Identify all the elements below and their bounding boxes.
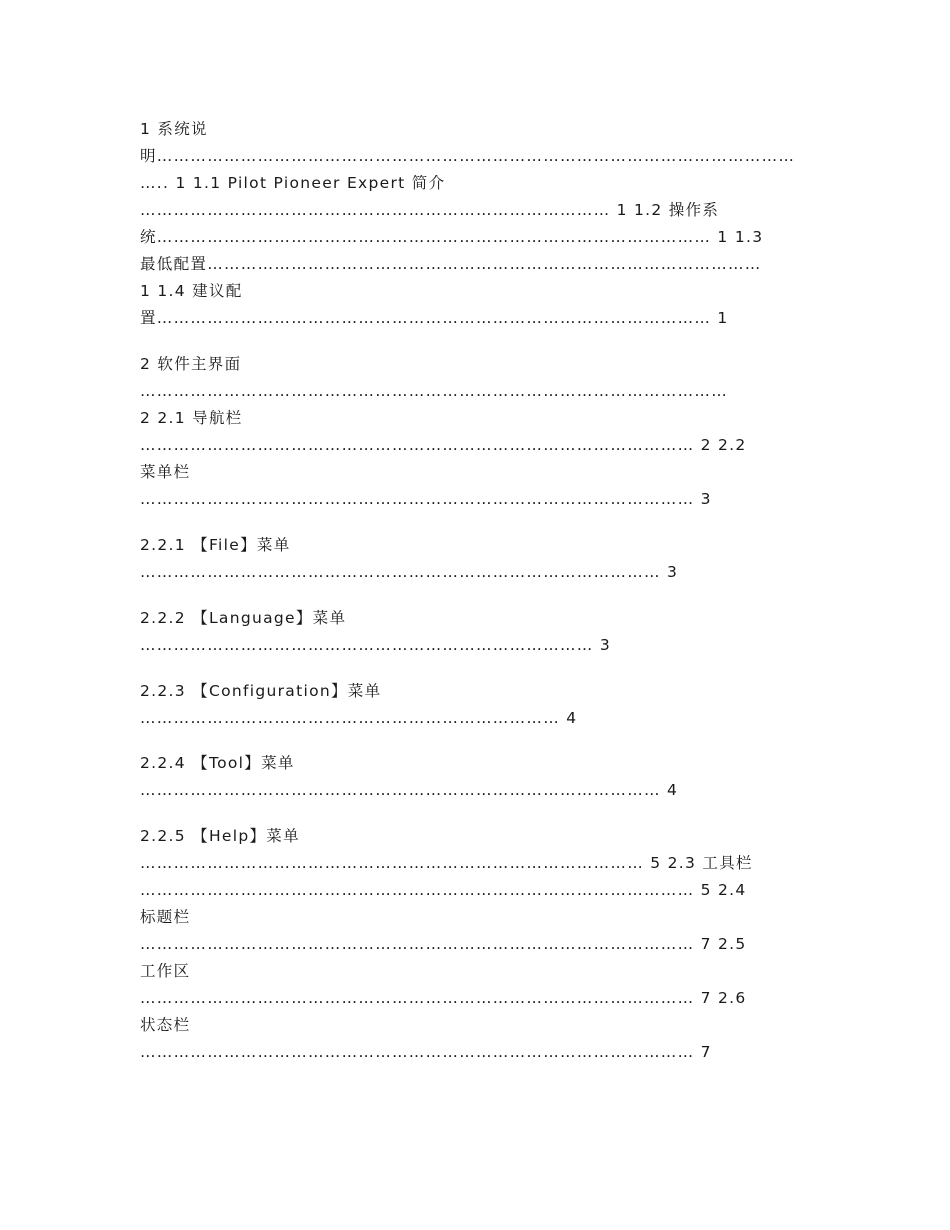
toc-line: …………………………………………………………………………………………… [140,382,728,400]
toc-line: 工作区 [140,962,191,980]
toc-line: ……………………………………………………………………… 3 [140,636,611,654]
toc-line: 2.2.1 【File】菜单 [140,536,291,554]
toc-line: 菜单栏 [140,463,191,481]
toc-line: ………………………………………………………………… 4 [140,709,578,727]
toc-line: 2 2.1 导航栏 [140,409,243,427]
toc-line: 2.2.4 【Tool】菜单 [140,754,295,772]
toc-line: 1 1.4 建议配 [140,282,243,300]
toc-line: ……………………………………………………………………………… 5 2.3 工具栏 [140,854,753,872]
toc-line: 状态栏 [140,1016,191,1034]
toc-line: 2.2.3 【Configuration】菜单 [140,682,382,700]
toc-line: ……………………………………………………………………………………… 2 2.2 [140,436,747,454]
toc-line: 2 软件主界面 [140,355,242,373]
toc-line: 置……………………………………………………………………………………… 1 [140,309,729,327]
toc-line: ………………………………………………………………………… 1 1.2 操作系 [140,201,720,219]
toc-line: ………………………………………………………………………………… 3 [140,563,679,581]
toc-line: 2.2.2 【Language】菜单 [140,609,347,627]
toc-line: ……………………………………………………………………………………… 3 [140,490,712,508]
toc-line: 明…………………………………………………………………………………………………… [140,147,796,165]
toc-line: 1 系统说 [140,120,208,138]
toc-line: 最低配置……………………………………………………………………………………… [140,255,762,273]
toc-line: ……………………………………………………………………………………… 5 2.4 [140,881,747,899]
toc-line: 统……………………………………………………………………………………… 1 1.3 [140,228,764,246]
toc-line: ……………………………………………………………………………………… 7 2.5 [140,935,747,953]
toc-line: ………………………………………………………………………………… 4 [140,781,679,799]
toc-line: ……………………………………………………………………………………… 7 2.6 [140,989,747,1007]
toc-line: 标题栏 [140,908,191,926]
toc-line: ……………………………………………………………………………………… 7 [140,1043,712,1061]
toc-line: 2.2.5 【Help】菜单 [140,827,300,845]
toc-line: ….. 1 1.1 Pilot Pioneer Expert 简介 [140,174,446,192]
